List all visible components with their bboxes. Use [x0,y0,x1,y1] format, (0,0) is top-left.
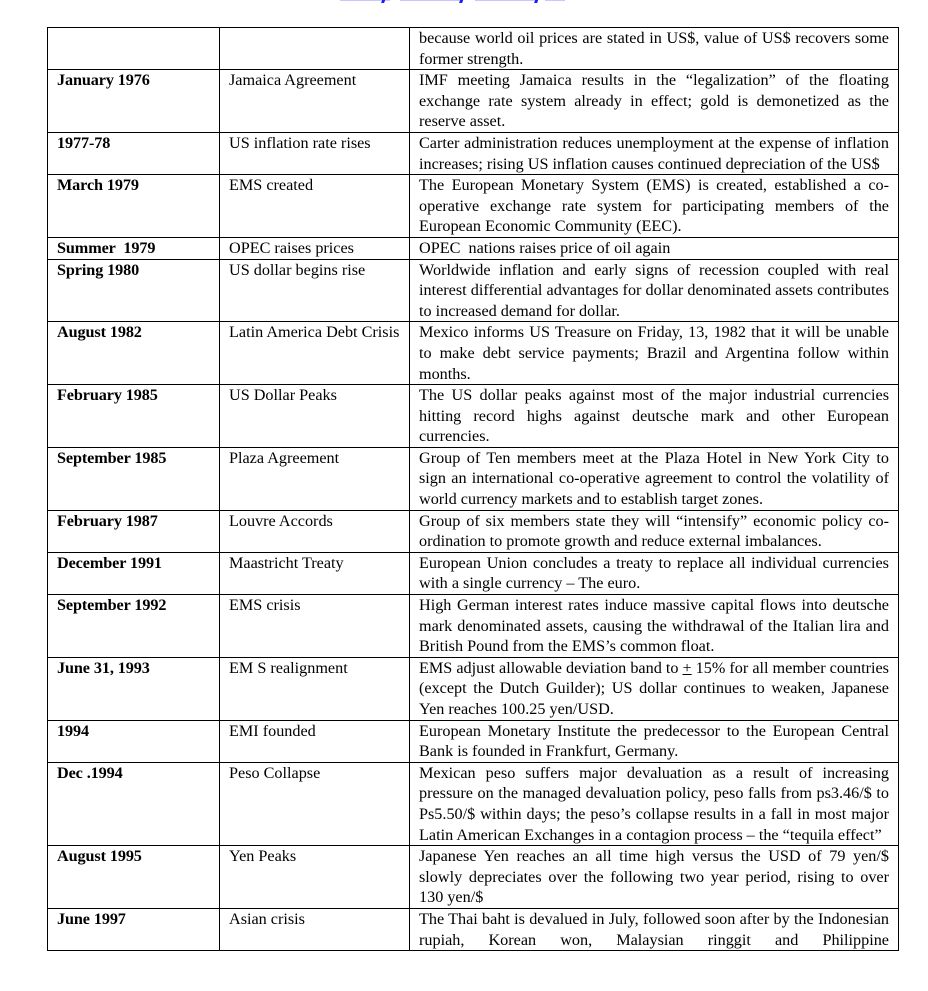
date-cell: September 1985 [48,447,220,510]
description-cell: IMF meeting Jamaica results in the “legalization” of the floating exchange rate system already in effect; gold is demonetized as the reserve asset. [410,70,899,133]
event-cell: US dollar begins rise [220,259,410,322]
event-cell: Plaza Agreement [220,447,410,510]
header-fragment [400,0,460,1]
currency-history-timeline-table [47,27,899,951]
table-row [48,132,899,174]
table-row [48,720,899,762]
header-fragment [534,0,539,3]
date-cell: February 1985 [48,385,220,448]
table-row [48,846,899,909]
date-cell: 1977-78 [48,132,220,174]
description-cell: Japanese Yen reaches an all time high versus the USD of 79 yen/$ slowly depreciates over the following two year period, rising to over 130 yen/$ [410,846,899,909]
date-cell: August 1995 [48,846,220,909]
table-row [48,322,899,385]
date-cell: August 1982 [48,322,220,385]
date-cell: January 1976 [48,70,220,133]
table-row [48,70,899,133]
event-cell: EMS crisis [220,595,410,658]
table-row [48,28,899,70]
description-cell: High German interest rates induce massive capital flows into deutsche mark denominated assets, causing the withdrawal of the Italian lira and British Pound from the EMS’s common float. [410,595,899,658]
event-cell: Peso Collapse [220,762,410,845]
table-row [48,237,899,259]
description-cell: Group of six members state they will “intensify” economic policy co-ordination to promote growth and reduce external imbalances. [410,510,899,552]
description-cell: Group of Ten members meet at the Plaza Hotel in New York City to sign an international co-operative agreement to control the volatility of world currency markets and to establish target zones. [410,447,899,510]
description-cell: European Monetary Institute the predecessor to the European Central Bank is founded in Frankfurt, Germany. [410,720,899,762]
event-cell: Maastricht Treaty [220,552,410,594]
table-row [48,657,899,720]
event-cell: OPEC raises prices [220,237,410,259]
date-cell: June 31, 1993 [48,657,220,720]
event-cell: Jamaica Agreement [220,70,410,133]
event-cell: EMS created [220,175,410,238]
date-cell: February 1987 [48,510,220,552]
date-cell: Spring 1980 [48,259,220,322]
date-cell: September 1992 [48,595,220,658]
description-cell: Carter administration reduces unemployment at the expense of inflation increases; rising US inflation causes continued depreciation of the US$ [410,132,899,174]
table-row [48,510,899,552]
table-row [48,447,899,510]
event-cell: Latin America Debt Crisis [220,322,410,385]
event-cell: EMI founded [220,720,410,762]
date-cell: Summer 1979 [48,237,220,259]
header-fragment [475,0,535,1]
description-cell: Mexico informs US Treasure on Friday, 13, 1982 that it will be unable to make debt service payments; Brazil and Argentina follow within months. [410,322,899,385]
table-row [48,762,899,845]
cut-off-page-header [330,0,630,4]
description-cell: Mexican peso suffers major devaluation as a result of increasing pressure on the managed devaluation policy, peso falls from ps3.46/$ to Ps5.50/$ within days; the peso’s collapse results in a fall in most major Latin American Exchanges in a contagion process – the “tequila effect” [410,762,899,845]
date-cell: 1994 [48,720,220,762]
table-row [48,595,899,658]
description-text: 15% for all member countries (except the Dutch Guilder); US dollar continues to weaken, Japanese Yen reaches 100.25 yen/USD. [419,658,889,718]
description-cell [410,657,899,720]
event-cell: US Dollar Peaks [220,385,410,448]
date-cell: December 1991 [48,552,220,594]
description-cell: The US dollar peaks against most of the major industrial currencies hitting record highs against deutsche mark and other European currencies. [410,385,899,448]
description-text: EMS adjust allowable deviation band to [419,658,683,677]
date-cell: March 1979 [48,175,220,238]
description-cell: OPEC nations raises price of oil again [410,237,899,259]
date-cell: June 1997 [48,908,220,950]
event-cell: Louvre Accords [220,510,410,552]
table-row [48,552,899,594]
description-cell: The European Monetary System (EMS) is created, established a co-operative exchange rate system for participating members of the European Economic Community (EEC). [410,175,899,238]
date-cell: Dec .1994 [48,762,220,845]
plus-minus-sign: + [682,658,692,677]
description-cell: European Union concludes a treaty to replace all individual currencies with a single currency – The euro. [410,552,899,594]
table-row [48,908,899,950]
event-cell: Yen Peaks [220,846,410,909]
event-cell: US inflation rate rises [220,132,410,174]
header-fragment [459,0,464,3]
event-cell [220,28,410,70]
event-cell: EM S realignment [220,657,410,720]
header-fragment [545,0,565,1]
table-row [48,175,899,238]
date-cell [48,28,220,70]
description-cell: because world oil prices are stated in US$, value of US$ recovers some former strength. [410,28,899,70]
description-cell: Worldwide inflation and early signs of recession coupled with real interest differential advantages for dollar denominated assets contributes to increased demand for dollar. [410,259,899,322]
table-row [48,385,899,448]
description-cell: The Thai baht is devalued in July, followed soon after by the Indonesian rupiah, Korean won, Malaysian ringgit and Philippine [410,908,899,950]
table-row [48,259,899,322]
event-cell: Asian crisis [220,908,410,950]
